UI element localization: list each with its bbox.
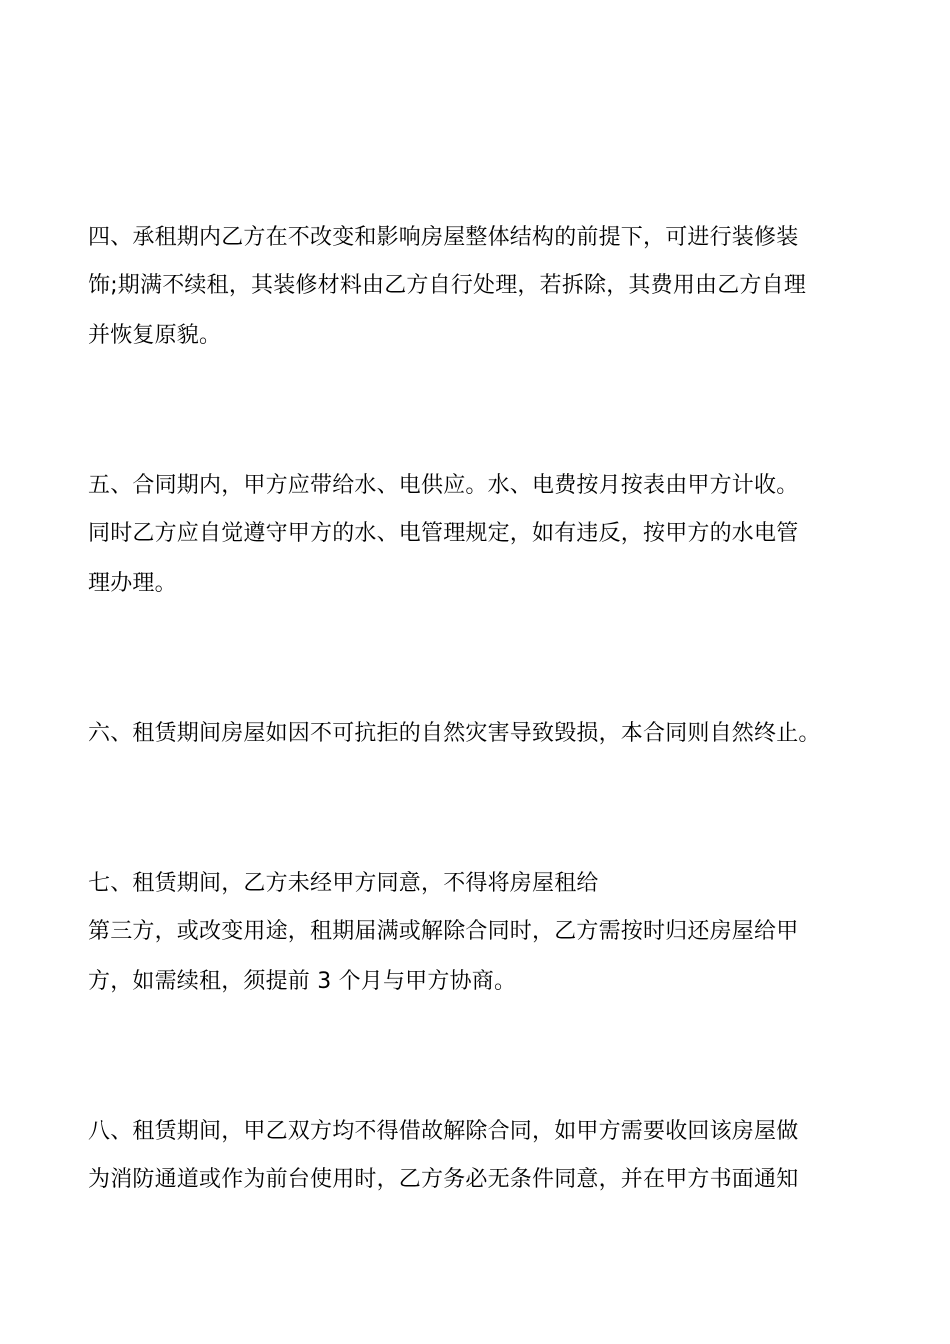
clause-4-line-1: 四、承租期内乙方在不改变和影响房屋整体结构的前提下，可进行装修装 (88, 225, 799, 250)
clause-8-line-2: 为消防通道或作为前台使用时，乙方务必无条件同意，并在甲方书面通知 (88, 1167, 799, 1192)
clause-7-line-3: 方，如需续租，须提前 3 个月与甲方协商。 (88, 969, 517, 994)
clause-7-line-2: 第三方，或改变用途，租期届满或解除合同时，乙方需按时归还房屋给甲 (88, 919, 799, 944)
clause-6-line-1: 六、租赁期间房屋如因不可抗拒的自然灾害导致毁损，本合同则自然终止。 (88, 721, 821, 746)
clause-5-line-2: 同时乙方应自觉遵守甲方的水、电管理规定，如有违反，按甲方的水电管 (88, 521, 799, 546)
clause-7-line-1: 七、租赁期间，乙方未经甲方同意，不得将房屋租给 (88, 871, 599, 896)
clause-5-line-1: 五、合同期内，甲方应带给水、电供应。水、电费按月按表由甲方计收。 (88, 473, 799, 498)
clause-4-line-3: 并恢复原貌。 (88, 323, 222, 348)
clause-8-line-1: 八、租赁期间，甲乙双方均不得借故解除合同，如甲方需要收回该房屋做 (88, 1119, 799, 1144)
clause-4-line-2: 饰;期满不续租，其装修材料由乙方自行处理，若拆除，其费用由乙方自理 (88, 273, 807, 298)
clause-5-line-3: 理办理。 (88, 571, 177, 596)
